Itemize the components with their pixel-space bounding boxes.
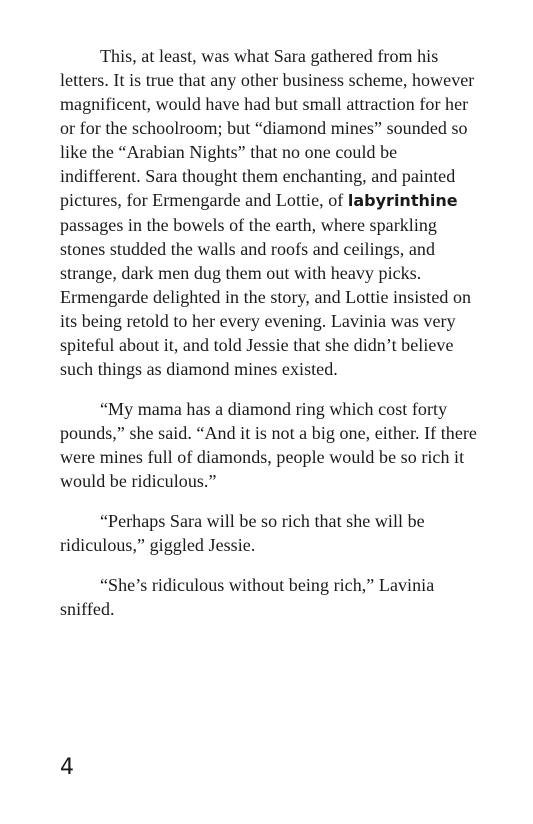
paragraph-4: “She’s ridiculous without being rich,” Lavinia sniffed. [60,575,435,619]
page-number: 4 [60,755,74,780]
paragraph-3: “Perhaps Sara will be so rich that she will be ridiculous,” giggled Jessie. [60,511,425,555]
paragraph-1-text-end: passages in the bowels of the earth, where sparkling stones studded the walls and roofs and ceilings, and strange, dark men dug them out with heavy picks. Ermengarde delighted in the story, and Lottie insisted on its being retold to her every evening. Lavinia was very spiteful about it, and told Jessie that she didn’t believe such things as diamond mines existed. [60,215,472,379]
paragraph-1 [60,44,480,381]
paragraph-2: “My mama has a diamond ring which cost forty pounds,” she said. “And it is not a big one, either. If there were mines full of diamonds, people would be so rich it would be ridiculous.” [60,399,477,491]
page-body [60,44,480,637]
vocabulary-word: labyrinthine [347,191,458,210]
paragraph-1-text-start: This, at least, was what Sara gathered from his letters. It is true that any other business scheme, however magnificent, would have had but small attraction for her or for the schoolroom; but “diamond mines” sounded so like the “Arabian Nights” that no one could be indifferent. Sara thought them enchanting, and painted pictures, for Ermengarde and Lottie, of [60,46,475,210]
